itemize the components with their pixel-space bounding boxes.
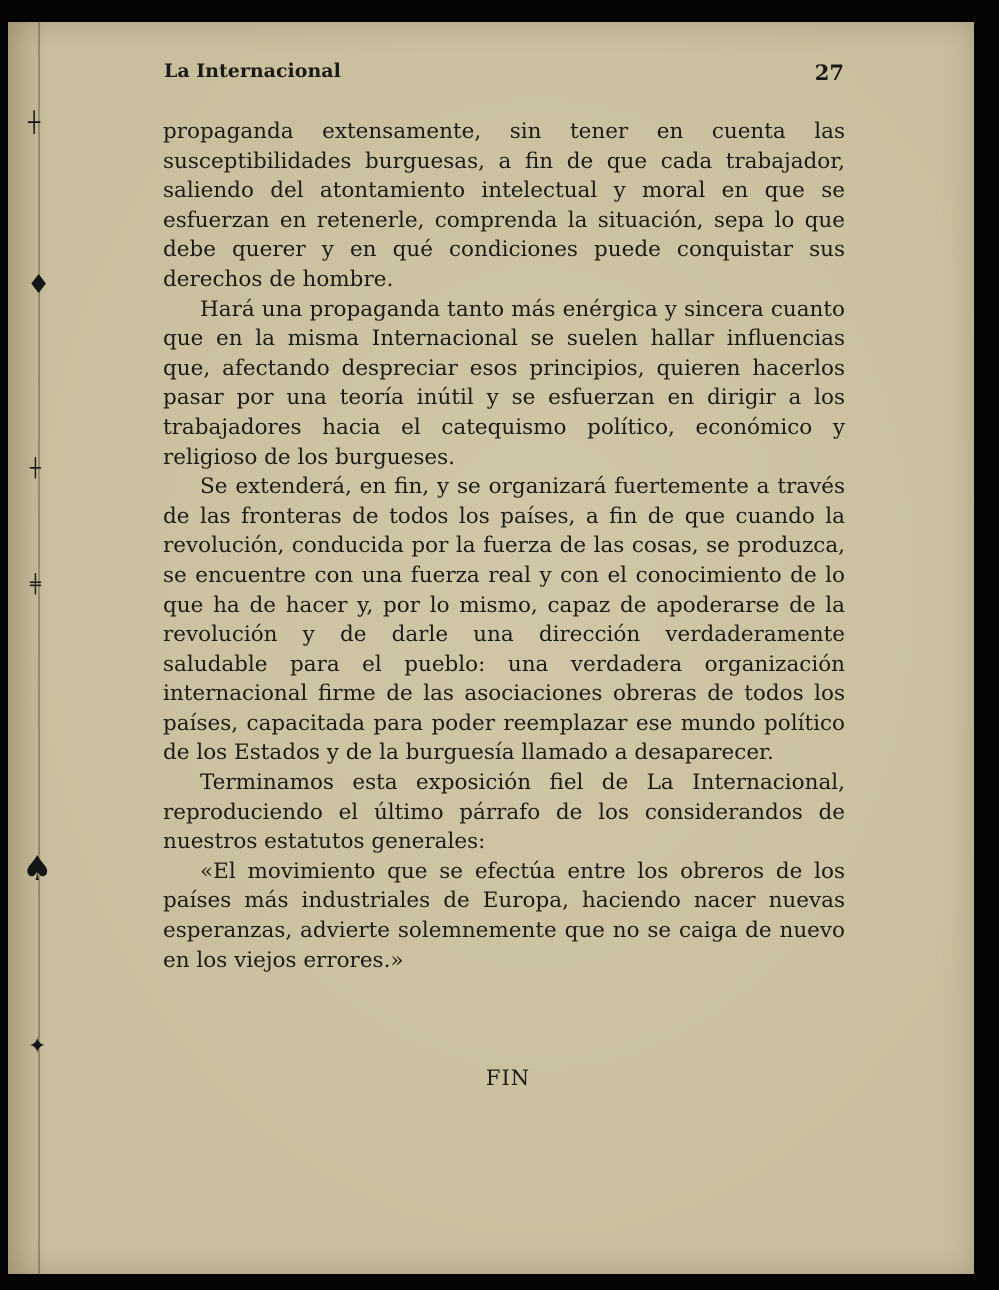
stitch-mark-icon: ♠ [22,849,53,889]
paragraph: Se extenderá, en fin, y se organizará fuertemente a través de las fronteras de todos los países, a fin de que cuando la revolución, conducida por la fuerza de las cosas, se produzca, se encuentre con una fuerza real y con el conocimiento de lo que ha de hacer y, por lo mismo, capaz de apoderarse de la revolución y de darle una dirección verdaderamente saludable para el pueblo: una verdadera organización internacional firme de las asociaciones obreras de todos los países, capacitada para poder reemplazar ese mundo político de los Estados y de la burguesía llamado a desaparecer. [163,474,845,766]
stitch-mark-icon: ✦ [28,1034,47,1059]
stitch-mark-icon: ┼ [30,458,41,479]
paragraph: Terminamos esta exposición fiel de La Internacional, reproduciendo el último párrafo de los considerandos de nuestros estatutos generales: [163,770,845,855]
quoted-paragraph: «El movimiento que se efectúa entre los obreros de los países más industriales de Europa, haciendo nacer nuevas esperanzas, advierte solemnemente que no se caiga de nuevo en los viejos errores.» [163,858,845,973]
stitch-mark-icon: ♦ [27,270,51,300]
paragraph: propaganda extensamente, sin tener en cuenta las susceptibilidades burguesas, a fin de que cada trabajador, saliendo del atontamiento intelectual y moral en que se esfuerzan en retenerle, comprenda la situación, sepa lo que debe querer y en qué condiciones puede conquistar sus derechos de hombre. [163,119,845,292]
stitch-mark-icon: ┼ [28,110,41,134]
paragraph: Hará una propaganda tanto más enérgica y sincera cuanto que en la misma Internacional se suelen hallar influencias que, afectando despreciar esos principios, quieren hacerlos pasar por una teoría inútil y se esfuerzan en dirigir a los trabajadores hacia el catequismo político, económico y religioso de los burgueses. [163,296,845,470]
running-header [156,60,846,90]
header-title: La Internacional [164,60,341,82]
stitch-mark-icon: ╪ [30,574,41,595]
end-marker: FIN [485,1066,531,1090]
binding-edge [38,22,40,1274]
page-number: 27 [814,60,844,85]
page-body-text [163,117,845,975]
